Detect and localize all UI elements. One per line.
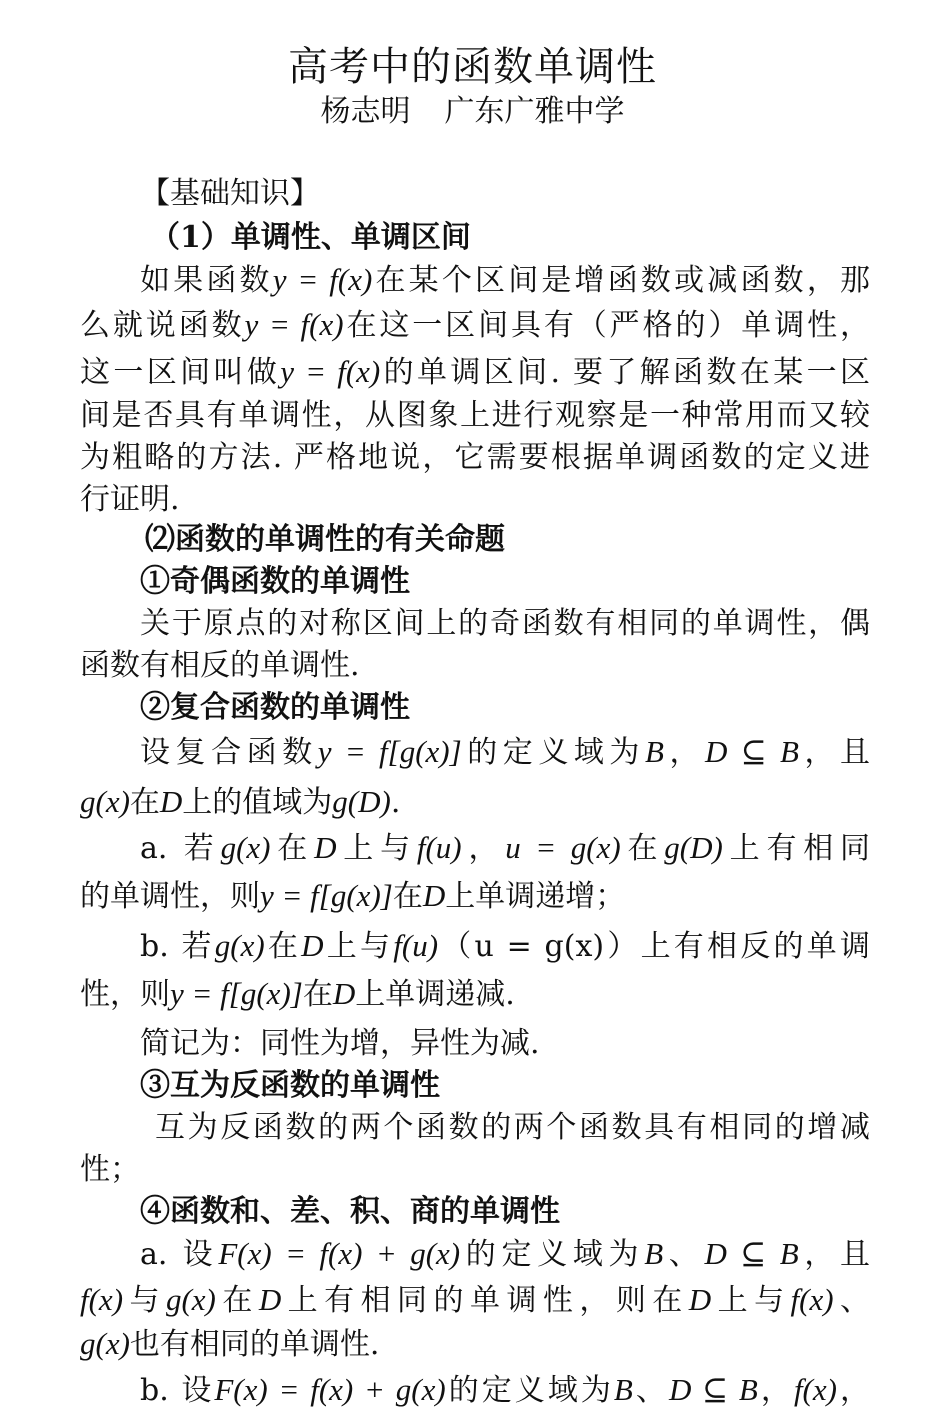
text: 性，则 (80, 977, 170, 1012)
heading-1: （1）单调性、单调区间 (150, 220, 471, 255)
author-school: 广东广雅中学 (444, 94, 625, 129)
text: 上与 (711, 1283, 791, 1318)
text: 的定义域为 (445, 1373, 614, 1408)
text: （u = g(x)） (438, 929, 641, 964)
formula: g(D) (332, 784, 391, 819)
text: 么就说函数 (80, 308, 245, 343)
text: 的单调性，则 (80, 879, 260, 914)
formula: u = g(x) (505, 830, 621, 865)
sub3-line-2: 性； (80, 1152, 140, 1187)
text: 上与 (336, 831, 417, 866)
text: 、 (632, 1373, 669, 1408)
text: 上的值域为 (182, 785, 333, 820)
formula: B (644, 734, 664, 769)
formula: D (332, 976, 356, 1011)
author-line (0, 90, 945, 134)
author-name: 杨志明 (320, 94, 411, 129)
text: a. 设 (140, 1237, 219, 1272)
formula: g(x) (80, 784, 130, 819)
heading-2: ⑵函数的单调性的有关命题 (145, 522, 505, 557)
text: 在这一区间具有（严格的）单调性， (343, 308, 871, 343)
subheading-1: ①奇偶函数的单调性 (140, 564, 410, 599)
formula: D ⊆ B (668, 1372, 758, 1407)
sub2-item-a-line-2 (80, 874, 870, 919)
sub3-line-1: 互为反函数的两个函数的两个函数具有相同的增减 (155, 1110, 870, 1145)
text: 与 (123, 1283, 166, 1318)
text: b. 若 (140, 929, 215, 964)
formula: D (688, 1282, 712, 1317)
formula: f(x) (793, 1372, 837, 1407)
formula: g(x) (165, 1282, 216, 1317)
sub4-item-b-line-1 (140, 1368, 870, 1413)
sub2-item-a-line-1 (140, 826, 870, 871)
sub2-item-b-line-2 (80, 972, 870, 1017)
text: 在 (264, 929, 302, 964)
formula: y = f(x) (244, 307, 344, 342)
formula: f(u) (416, 830, 462, 865)
text: 也有相同的单调性. (129, 1327, 380, 1362)
text: b. 设 (140, 1373, 215, 1408)
text: ， (461, 831, 506, 866)
formula: y = f(x) (280, 354, 381, 389)
paragraph-1-line-2 (80, 303, 870, 348)
text: 上与 (323, 929, 394, 964)
sub2-line-2 (80, 780, 870, 825)
text: ， (757, 1373, 794, 1408)
formula: F(x) = f(x) + g(x) (218, 1236, 461, 1271)
text: 上单调递增； (445, 879, 626, 914)
formula: D (159, 784, 183, 819)
text: 在 (620, 831, 665, 866)
text: 在 (270, 831, 315, 866)
text: 在 (129, 785, 160, 820)
text: 在某个区间是增函数或减函数，那 (372, 263, 871, 298)
text: ，且 (798, 1237, 870, 1272)
formula: g(x) (220, 830, 271, 865)
formula: g(x) (214, 928, 265, 963)
paragraph-1-line-1 (140, 258, 870, 303)
formula: y = f[g(x)] (170, 976, 303, 1011)
text: 在 (302, 977, 333, 1012)
sub1-line-2: 函数有相反的单调性. (80, 648, 360, 683)
sub1-line-1: 关于原点的对称区间上的奇函数有相同的单调性，偶 (140, 606, 870, 641)
text: 如果函数 (140, 263, 273, 298)
formula: D (258, 1282, 282, 1317)
text: 上有相同的单调性，则在 (281, 1283, 689, 1318)
text: 设复合函数 (140, 735, 318, 770)
text: 在 (392, 879, 423, 914)
text: 的单调区间. 要了解函数在某一区 (380, 355, 871, 390)
text: 在 (215, 1283, 259, 1318)
formula: g(x) (80, 1326, 130, 1361)
formula: y = f[g(x)] (317, 734, 462, 769)
sub2-item-b-line-1 (140, 924, 870, 969)
paragraph-1-line-5: 为粗略的方法. 严格地说，它需要根据单调函数的定义进 (80, 440, 870, 475)
formula: B (644, 1236, 664, 1271)
formula: D (422, 878, 446, 913)
text: 、 (663, 1237, 705, 1272)
formula: y = f(x) (272, 262, 373, 297)
text: 上有相同 (722, 831, 871, 866)
section-basic-heading: 【基础知识】 (140, 176, 320, 211)
formula: f(x) (790, 1282, 834, 1317)
subheading-2: ②复合函数的单调性 (140, 690, 410, 725)
text: ， (836, 1373, 871, 1408)
text: 、 (833, 1283, 871, 1318)
text: 的定义域为 (460, 1237, 645, 1272)
formula: g(D) (664, 830, 723, 865)
formula: D ⊆ B (704, 1236, 799, 1271)
text: a. 若 (140, 831, 221, 866)
formula: D (314, 830, 337, 865)
formula: F(x) = f(x) + g(x) (214, 1372, 446, 1407)
paragraph-1-line-3 (80, 350, 870, 395)
text: ，且 (798, 735, 871, 770)
sub2-line-1 (140, 730, 870, 775)
formula: f(u) (393, 928, 439, 963)
page-title: 高考中的函数单调性 (288, 44, 657, 90)
formula: D ⊆ B (705, 734, 799, 769)
formula: D (301, 928, 324, 963)
subheading-4: ④函数和、差、积、商的单调性 (140, 1194, 560, 1229)
paragraph-1-line-6: 行证明. (80, 482, 180, 517)
text: . (390, 785, 401, 820)
text: 的定义域为 (461, 735, 645, 770)
paragraph-1-line-4: 间是否具有单调性，从图象上进行观察是一种常用而又较 (80, 398, 870, 433)
sub4-item-a-line-1 (140, 1232, 870, 1277)
formula: f(x) (80, 1282, 124, 1317)
text: 上单调递减. (355, 977, 515, 1012)
text: 上有相反的单调 (640, 929, 871, 964)
text: ， (663, 735, 706, 770)
formula: B (613, 1372, 633, 1407)
subheading-3: ③互为反函数的单调性 (140, 1068, 440, 1103)
sub2-summary: 简记为：同性为增，异性为减. (140, 1026, 540, 1061)
text: 这一区间叫做 (80, 355, 281, 390)
formula: y = f[g(x)] (260, 878, 393, 913)
sub4-item-a-line-3 (80, 1322, 870, 1367)
sub4-item-a-line-2 (80, 1278, 870, 1323)
